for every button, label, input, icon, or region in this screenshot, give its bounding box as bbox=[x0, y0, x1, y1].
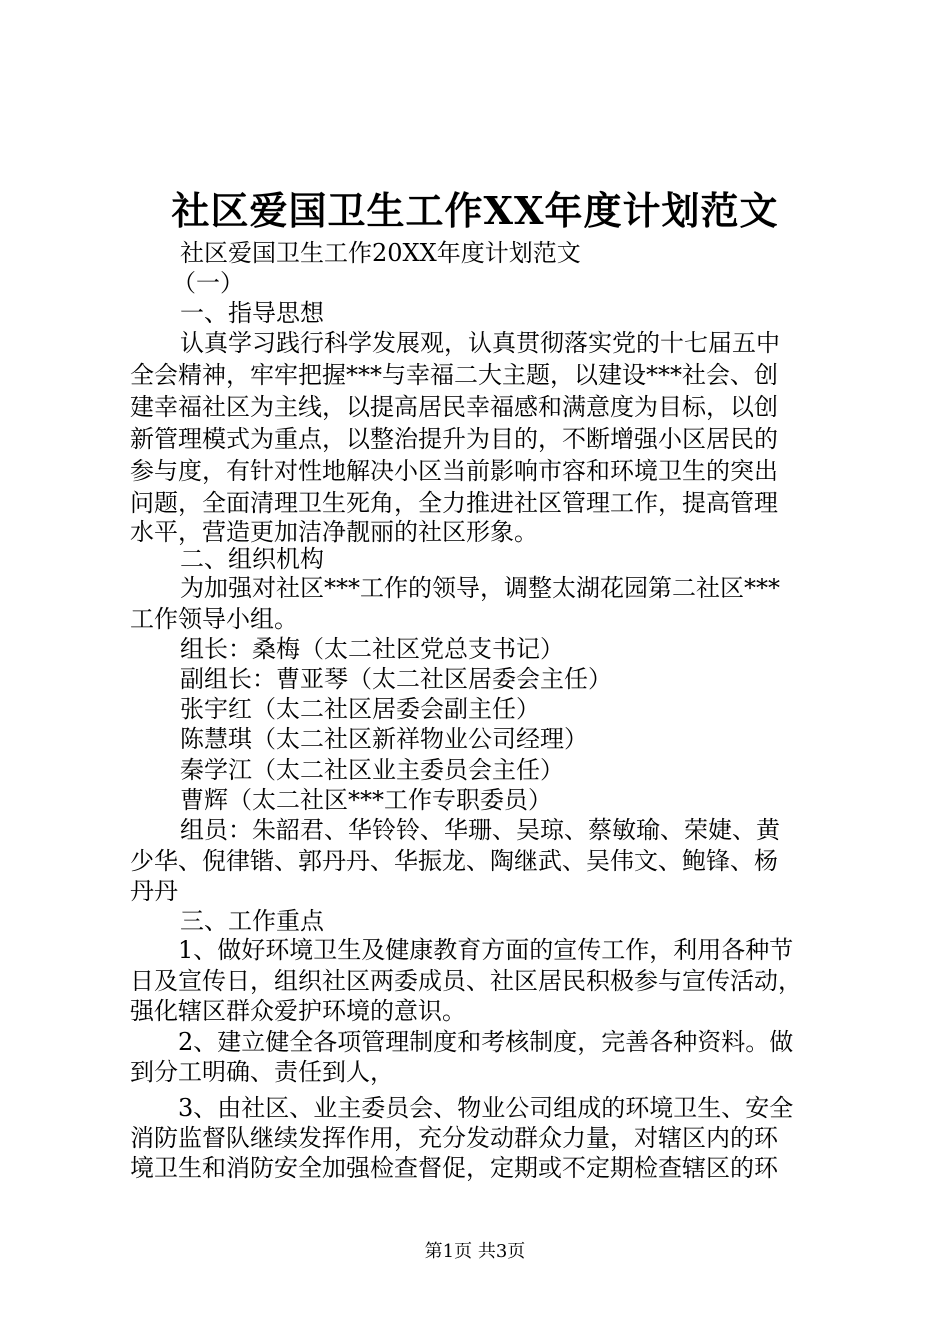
paragraph-line: 少华、倪律锴、郭丹丹、华振龙、陶继武、吴伟文、鲍锋、杨 bbox=[130, 847, 778, 875]
paragraph-line: 全会精神，牢牢把握***与幸福二大主题，以建设***社会、创 bbox=[130, 361, 778, 389]
paragraph-line: 强化辖区群众爱护环境的意识。 bbox=[130, 997, 466, 1025]
paragraph-line: 参与度，有针对性地解决小区当前影响市容和环境卫生的突出 bbox=[130, 457, 778, 485]
paragraph-line: 到分工明确、责任到人， bbox=[130, 1058, 394, 1086]
paragraph-line: 1、做好环境卫生及健康教育方面的宣传工作，利用各种节 bbox=[178, 936, 794, 964]
member-line: 副组长：曹亚琴（太二社区居委会主任） bbox=[180, 665, 612, 693]
paragraph-line: 认真学习践行科学发展观，认真贯彻落实党的十七届五中 bbox=[180, 329, 780, 357]
member-line: 曹辉（太二社区***工作专职委员） bbox=[180, 786, 552, 814]
paragraph-line: 3、由社区、业主委员会、物业公司组成的环境卫生、安全 bbox=[178, 1094, 794, 1122]
member-line: 陈慧琪（太二社区新祥物业公司经理） bbox=[180, 725, 588, 753]
section-marker: （一） bbox=[172, 269, 244, 297]
page-footer: 第1页 共3页 bbox=[424, 1241, 526, 1262]
paragraph-line: 2、建立健全各项管理制度和考核制度，完善各种资料。做 bbox=[178, 1028, 794, 1056]
paragraph-line: 新管理模式为重点，以整治提升为目的，不断增强小区居民的 bbox=[130, 425, 778, 453]
member-line: 组长：桑梅（太二社区党总支书记） bbox=[180, 635, 564, 663]
paragraph-line: 组员：朱韶君、华铃铃、华珊、吴琼、蔡敏瑜、荣婕、黄 bbox=[180, 816, 780, 844]
section-heading: 二、组织机构 bbox=[180, 545, 324, 573]
paragraph-line: 问题，全面清理卫生死角，全力推进社区管理工作，提高管理 bbox=[130, 489, 778, 517]
document-title: 社区爱国卫生工作XX年度计划范文 bbox=[171, 188, 779, 233]
subtitle-line: 社区爱国卫生工作20XX年度计划范文 bbox=[180, 239, 581, 267]
paragraph-line: 消防监督队继续发挥作用，充分发动群众力量，对辖区内的环 bbox=[130, 1124, 778, 1152]
section-heading: 三、工作重点 bbox=[180, 907, 324, 935]
paragraph-line: 丹丹 bbox=[130, 877, 178, 905]
section-heading: 一、指导思想 bbox=[180, 299, 324, 327]
paragraph-line: 水平，营造更加洁净靓丽的社区形象。 bbox=[130, 518, 538, 546]
paragraph-line: 日及宣传日，组织社区两委成员、社区居民积极参与宣传活动， bbox=[130, 967, 802, 995]
member-line: 张宇红（太二社区居委会副主任） bbox=[180, 695, 540, 723]
paragraph-line: 为加强对社区***工作的领导，调整太湖花园第二社区*** bbox=[180, 574, 780, 602]
member-line: 秦学江（太二社区业主委员会主任） bbox=[180, 756, 564, 784]
paragraph-line: 工作领导小组。 bbox=[130, 605, 298, 633]
paragraph-line: 境卫生和消防安全加强检查督促，定期或不定期检查辖区的环 bbox=[130, 1154, 778, 1182]
paragraph-line: 建幸福社区为主线，以提高居民幸福感和满意度为目标，以创 bbox=[130, 393, 778, 421]
